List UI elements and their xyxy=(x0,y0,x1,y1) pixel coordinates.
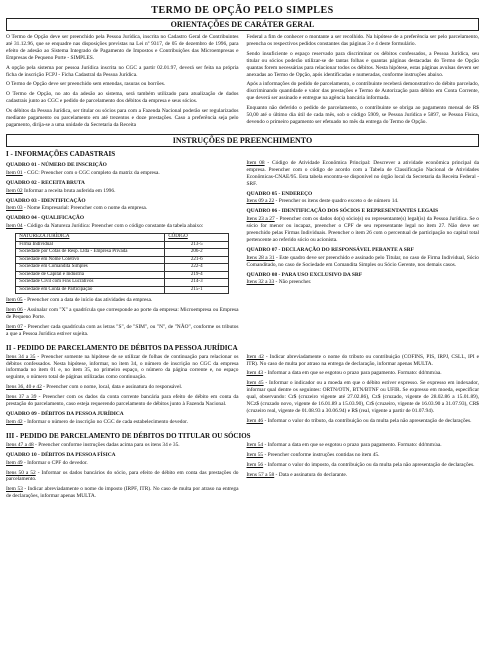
item-label: Item 56 xyxy=(246,461,264,468)
paragraph: O Termo de Opção deve ser preenchido pela Pessoa Jurídica, inscrita no Cadastro Geral de Contribuintes até 31.12.96, que se enquadre nas disposições previstas na Lei nº 9317, de 05 de dezembro de 1996, para efeito de adesão ao Sistema Integrado de Pagamento de Impostos e Contribuições das Microempresas e Empresas de Pequeno Porte - SIMPLES. xyxy=(6,34,239,61)
item-text: - Código de Atividade Econômica Principal: Descrever a atividade econômica principal da empresa. Preencher com o código de acordo com a Tabela de Classificação Nacional de Atividades Econômicas-CNAE/95. Esta tabela encontra-se disponível no órgão local da Secretaria da Receita Federal - SRF. xyxy=(246,159,479,187)
instruction-item xyxy=(247,160,480,188)
item-label: Item 42 xyxy=(246,353,264,360)
item-text: - Informar a data em que se esgotou o prazo para pagamento. Formato: dd/mm/aa. xyxy=(263,370,442,377)
item-text: - Preencher com o nome, local, data e assinatura do responsável. xyxy=(41,384,183,391)
section-1-right xyxy=(247,160,480,341)
item-text: - Preencher conforme instruções contidas no item 45. xyxy=(263,451,380,458)
general-left-column xyxy=(6,34,239,132)
instruction-item xyxy=(6,442,239,449)
item-text: - CGC: Preencher com o CGC completo da matriz da empresa. xyxy=(22,169,160,176)
item-label: Itens 34 a 35 xyxy=(6,353,36,360)
quadro-heading: QUADRO 10 - DÉBITOS DA PESSOA FÍSICA xyxy=(6,451,116,458)
item-label: Itens 36, 40 e 42 xyxy=(6,384,42,391)
item-text: - Preencher os itens deste quadro exceto o de número 14. xyxy=(274,198,399,205)
item-text: - Preencher com os dados da conta corrente bancária para efeito de débito em conta da prestação do parcelamento, caso esteja requerendo parcelamento de débitos junto à Fazenda Nacional. xyxy=(6,394,239,408)
item-text: - Indicar abreviadamente o nome do tributo ou contribuição (COFINS, PIS, IRPJ, CSLL, IPI e ITR). No caso de multa por atraso na entrega de declaração, informar apenas MULTA. xyxy=(246,353,479,367)
paragraph: O Termo de Opção deve ser preenchido sem emendas, rasuras ou borrões. xyxy=(6,81,166,88)
instruction-item xyxy=(6,470,239,484)
item-text: - Informar o indicador ou a moeda em que o débito estiver expresso. Se expresso em indexador, informar qual dentre os seguintes: ORTN/OTN, BTN/BTNF ou UFIR. Se expresso em moeda, especificar qual, observando: Cr$ (cruzeiro vigente até 27.02.86), Cz$ (cruzado, vigente de 28.02.86 a 15.01.89), NCz$ (cruzado novo, vigente de 16.01.89 a 15.03.90), Cr$ (cruzeiro, vigente de 16.03.90 a 31.07.93), CR$ (cruzeiro real, vigente de 01.08.93 a 30.06.94) e R$ (real, vigente a partir de 01.07.94). xyxy=(246,380,479,414)
paragraph: Federal a fim de conhecer o montante a ser recolhido. Na hipótese de a preferência ser pelo parcelamento, preencha os respectivos pedidos constantes das páginas 3 e 4 deste formulário. xyxy=(246,34,479,47)
paragraph: Enquanto não deferido o pedido de parcelamento, o contribuinte se obriga ao pagamento mensal de R$ 50,00 até o último dia útil de cada mês, sob o código 5909, se Pessoa Jurídica e 5897, se Pessoa Física, devendo o primeiro pagamento ser efetuado no mês da entrega do Termo de Opção. xyxy=(246,105,479,125)
item-text: - Preencher com os dados do(s) sócio(s) ou representante(s) legal(is) da Pessoa Jurídica. Se o sócio for menor ou incapaz, preencher o CPF de seu representante legal no item 27. Não deve ser preenchido pelas Firmas Individuais. Preencher o item 26 com o percentual de participação no capital total pertencente ao referido sócio ou acionista. xyxy=(246,216,479,243)
item-text: - Informar o número de inscrição no CGC de cada estabelecimento devedor. xyxy=(22,418,189,425)
item-label: Item 54 xyxy=(246,441,264,448)
item-label: Item 02 xyxy=(6,187,23,194)
document-title: TERMO DE OPÇÃO PELO SIMPLES xyxy=(151,5,334,16)
quadro-heading: QUADRO 07 - DECLARAÇÃO DO RESPONSÁVEL PERANTE A SRF xyxy=(246,246,414,253)
instruction-item xyxy=(247,216,480,244)
natureza-juridica-table xyxy=(15,233,229,294)
item-text: - Informar os dados bancários do sócio, para efeito de débito em conta das prestações do parcelamento. xyxy=(6,469,239,483)
section-1-left xyxy=(6,160,239,341)
item-label: Itens 50 a 52 xyxy=(6,469,36,476)
item-label: Itens 09 a 22 xyxy=(246,198,275,205)
item-label: Item 45 xyxy=(246,380,264,387)
item-label: Item 07 xyxy=(6,323,23,330)
quadro-heading: QUADRO 02 - RECEITA BRUTA xyxy=(6,179,85,186)
instruction-item xyxy=(247,418,480,425)
quadro-heading: QUADRO 04 - QUALIFICAÇÃO xyxy=(6,215,85,222)
quadro-heading: QUADRO 09 - DÉBITOS DA PESSOA JURÍDICA xyxy=(6,411,124,417)
section-2-heading: II - PEDIDO DE PARCELAMENTO DE DÉBITOS DA PESSOA JURÍDICA xyxy=(6,343,238,352)
instruction-item xyxy=(6,205,239,212)
item-text: - Informar o valor do tributo, da contribuição ou da multa pela não apresentação de declarações. xyxy=(263,417,472,424)
section-2-right xyxy=(247,354,480,429)
section-1-columns xyxy=(6,160,479,341)
instruction-item xyxy=(6,170,239,177)
item-label: Itens 37 a 39 xyxy=(6,394,37,401)
instruction-item xyxy=(247,198,480,205)
paragraph: Os débitos da Pessoa Jurídica, ser titular ou sócios para com a Fazenda Nacional poderão ser regularizados mediante pagamento ou parcelamento em até trezentos e doze prestações. Caso a preferência seja pelo pagamento, dirija-se a uma unidade da Secretaria da Receita xyxy=(6,108,239,128)
table-cell-natureza: Sociedade de Capital e Indústria xyxy=(16,271,165,279)
item-text: - Preencher com a data de início das atividades da empresa. xyxy=(22,297,153,304)
section-2-columns xyxy=(6,354,479,429)
instruction-item xyxy=(6,486,239,500)
instruction-item xyxy=(6,419,239,426)
instruction-item xyxy=(247,462,480,469)
table-cell-codigo: 221-6 xyxy=(165,256,229,264)
instruction-item xyxy=(247,452,480,459)
paragraph: O Termo de Opção, no ato da adesão ao sistema, será também utilizado para atualização de dados cadastrais junto ao CGC e pedido de parcelamento dos débitos da empresa e seus sócios. xyxy=(6,91,239,105)
item-label: Itens 47 a 48 xyxy=(6,441,34,448)
item-label: Item 06 xyxy=(6,307,23,314)
section-2-left xyxy=(6,354,239,429)
section-3-right xyxy=(247,442,480,503)
table-header: CÓDIGO xyxy=(165,234,229,242)
section-3-columns xyxy=(6,442,479,503)
item-label: Item 03 xyxy=(6,205,23,212)
table-row xyxy=(16,286,229,294)
item-text: - Preencher conforme instruções dadas acima para os itens 34 e 35. xyxy=(33,441,180,448)
item-text: - Preencher somente na hipótese de se utilizar de folhas de continuação para relacionar os débitos confessados. Nesta hipótese, informar, no item 34, o número de inscrição no CGC da empresa informada no item 01 e, no item 35, no primeiro espaço, o número da página corrente e, no espaço seguinte, o número total de páginas utilizadas como continuação. xyxy=(6,353,239,381)
instruction-item xyxy=(247,354,480,368)
item-text: - Assinalar com "X" a quadrícula que corresponde ao porte da empresa: Microempresa ou Empresa de Pequeno Porte. xyxy=(6,307,239,320)
item-label: Item 49 xyxy=(6,459,23,466)
paragraph: A opção pela sistema por pessoa Jurídica inscrita no CGC a partir 02.01.97, deverá ser feita na própria ficha de inscrição FCPJ - Ficha Cadastral da Pessoa Jurídica. xyxy=(6,64,239,78)
item-text: - Este quadro deve ser preenchido e assinado pelo Titular, no caso de Firma Individual, Sócio Comanditado, no caso de Sociedade em Comandita Simples ou Sócio Gerente, nos demais casos. xyxy=(246,254,479,268)
table-header: NATUREZA JURÍDICA xyxy=(16,234,165,242)
item-text: - Preencher cada quadrícula com as letras "S", de "SIM", ou "N", de "NÃO", conforme os tributos a que a Pessoa Jurídica estiver sujeita. xyxy=(6,323,239,337)
table-row xyxy=(16,264,229,272)
section-3-heading: III - PEDIDO DE PARCELAMENTO DE DÉBITOS DO TITULAR OU SÓCIOS xyxy=(6,431,251,440)
item-label: Item 08 xyxy=(246,159,265,166)
instruction-item xyxy=(6,394,239,408)
item-text: - Informar a data em que se esgotou o prazo para pagamento. Formato: dd/mm/aa. xyxy=(263,441,442,448)
section-3-left xyxy=(6,442,239,503)
paragraph: Sendo insuficiente o espaço reservado para discriminar os débitos confessados, a Pessoa Jurídica, seu titular ou sócios poderão utilizar-se de tantas folhas e quantas páginas destacadas do Termo de Opção quantas forem necessárias para relacionar todos os débitos. Nesta hipótese, estas páginas avulsas devem ser anexadas ao Termo de Opção, após identificadas e numeradas, conforme instruções abaixo. xyxy=(246,50,479,78)
general-section-bar: ORIENTAÇÕES DE CARÁTER GERAL xyxy=(6,18,479,31)
item-text: - Informar o valor do imposto, da contribuição ou da multa pela não apresentação de declarações. xyxy=(263,461,475,468)
item-label: Item 55 xyxy=(246,451,264,458)
item-text: - Código da Natureza Jurídica: Preencher com o código constante da tabela abaixo: xyxy=(22,223,204,230)
section-1-heading: I - INFORMAÇÕES CADASTRAIS xyxy=(6,149,116,158)
item-label: Item 46 xyxy=(246,417,264,424)
table-cell-natureza: Sociedade em Comandita Simples xyxy=(16,264,165,272)
table-cell-natureza: Sociedade Civil com Fins Lucrativos xyxy=(16,279,165,287)
table-row xyxy=(16,271,229,279)
table-cell-codigo: 214-3 xyxy=(165,279,229,287)
item-label: Itens 23 a 27 xyxy=(246,216,275,223)
quadro-heading: QUADRO 03 - IDENTIFICAÇÃO xyxy=(6,197,86,204)
quadro-heading: QUADRO 05 - ENDEREÇO xyxy=(246,190,313,197)
item-text: Informar a receita bruta auferida em 1996. xyxy=(22,187,116,194)
instruction-item xyxy=(247,472,480,479)
instruction-item xyxy=(6,460,239,467)
item-label: Item 01 xyxy=(6,169,23,176)
table-cell-codigo: 215-1 xyxy=(165,286,229,294)
quadro-heading: QUADRO 06 - IDENTIFICAÇÃO DOS SÓCIOS E REPRESENTANTES LEGAIS xyxy=(246,208,439,215)
item-label: Item 43 xyxy=(246,370,264,377)
item-label: Item 42 xyxy=(6,418,23,425)
quadro-heading: QUADRO 01 - NÚMERO DE INSCRIÇÃO xyxy=(6,161,107,168)
instruction-item xyxy=(247,380,480,415)
general-right-column xyxy=(247,34,480,132)
table-cell-codigo: 219-4 xyxy=(165,271,229,279)
instruction-item xyxy=(6,188,239,195)
table-cell-codigo: 206-2 xyxy=(165,249,229,257)
item-text: - Nome Empresarial: Preencher com o nome da empresa. xyxy=(22,205,148,212)
item-label: Itens 28 a 31 xyxy=(246,254,275,261)
table-cell-codigo: 222-4 xyxy=(165,264,229,272)
table-cell-natureza: Sociedade em Conta de Participação xyxy=(16,286,165,294)
paragraph: Após a informações do pedido de parcelamento, o contribuinte receberá demonstrativo do débito parcelado, discriminando quantidade e valor das prestações e Termo de Autorização para débito em Conta Corrente, que deverá ser assinado e entregue na agência bancária informada. xyxy=(246,81,479,102)
item-label: Item 05 xyxy=(6,297,23,304)
table-row xyxy=(16,241,229,249)
item-label: Itens 32 a 33 xyxy=(246,279,275,286)
table-row xyxy=(16,249,229,257)
instruction-item xyxy=(6,324,239,338)
table-cell-natureza: Sociedade por Cotas de Resp. Ltda - Empresa Privada xyxy=(16,249,165,257)
instruction-item xyxy=(6,384,239,391)
table-row xyxy=(16,279,229,287)
item-label: Item 53 xyxy=(6,486,23,493)
table-cell-natureza: Firma Individual xyxy=(16,241,165,249)
instruction-item xyxy=(247,279,480,286)
instruction-item xyxy=(6,297,239,304)
item-label: Itens 57 a 58 xyxy=(246,471,275,478)
instruction-item xyxy=(247,255,480,269)
instruction-item xyxy=(6,223,239,230)
item-text: - Indicar abreviadamente o nome do imposto (IRPF, ITR). No caso de multa por atraso na entrega de declarações, informar apenas MULTA. xyxy=(6,486,239,500)
instructions-section-bar: INSTRUÇÕES DE PREENCHIMENTO xyxy=(6,134,479,147)
table-cell-natureza: Sociedade em Nome Coletivo xyxy=(16,256,165,264)
table-row xyxy=(16,256,229,264)
instruction-item xyxy=(6,354,239,382)
instruction-item xyxy=(6,307,239,321)
item-text: - Informar o CPF do devedor. xyxy=(22,459,88,466)
item-text: - Data e assinatura do declarante. xyxy=(274,471,348,478)
quadro-heading: QUADRO 08 - PARA USO EXCLUSIVO DA SRF xyxy=(246,271,363,278)
item-label: Item 04 xyxy=(6,223,23,230)
instruction-item xyxy=(247,370,480,377)
instruction-item xyxy=(247,442,480,449)
general-columns xyxy=(6,34,479,132)
table-cell-codigo: 213-5 xyxy=(165,241,229,249)
item-text: - Não preencher. xyxy=(274,279,312,286)
